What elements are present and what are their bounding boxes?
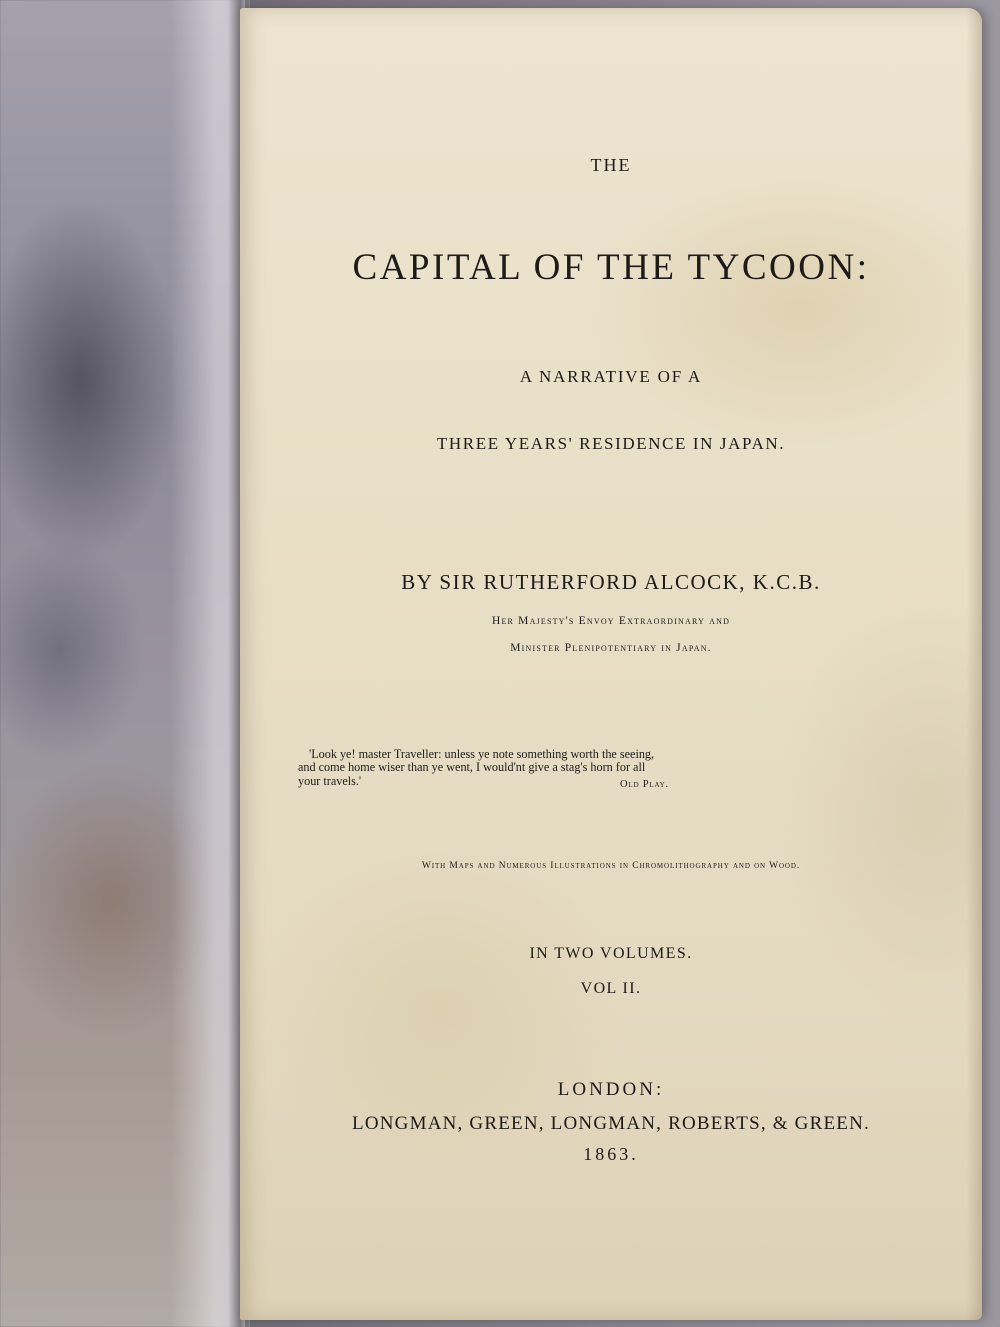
author-office-line-2: Minister Plenipotentiary in Japan. xyxy=(510,642,712,654)
epigraph-source: Old Play. xyxy=(620,779,669,790)
author-line: BY SIR RUTHERFORD ALCOCK, K.C.B. xyxy=(401,570,821,594)
illustrations-note: With Maps and Numerous Illustrations in Chromolithography and on Wood. xyxy=(421,861,801,871)
volume-number: VOL II. xyxy=(580,980,642,997)
main-title: CAPITAL OF THE TYCOON: xyxy=(352,247,870,288)
epigraph-line-1: 'Look ye! master Traveller: unless ye note something worth the seeing, xyxy=(309,747,655,761)
title-page xyxy=(240,8,982,1320)
author-office-line-1: Her Majesty's Envoy Extraordinary and xyxy=(491,615,731,627)
imprint-publisher: LONGMAN, GREEN, LONGMAN, ROBERTS, & GREEN. xyxy=(352,1113,870,1134)
volumes-note: IN TWO VOLUMES. xyxy=(529,945,693,962)
imprint-year: 1863. xyxy=(583,1144,639,1164)
subtitle-line-1: A NARRATIVE OF A xyxy=(519,367,703,386)
subtitle-line-2: THREE YEARS' RESIDENCE IN JAPAN. xyxy=(436,434,786,453)
epigraph-line-3: your travels.' xyxy=(298,774,362,788)
imprint-city: LONDON: xyxy=(557,1079,665,1100)
title-article: THE xyxy=(590,155,632,175)
epigraph-line-2: and come home wiser than ye went, I would'nt give a stag's horn for all xyxy=(298,760,646,774)
